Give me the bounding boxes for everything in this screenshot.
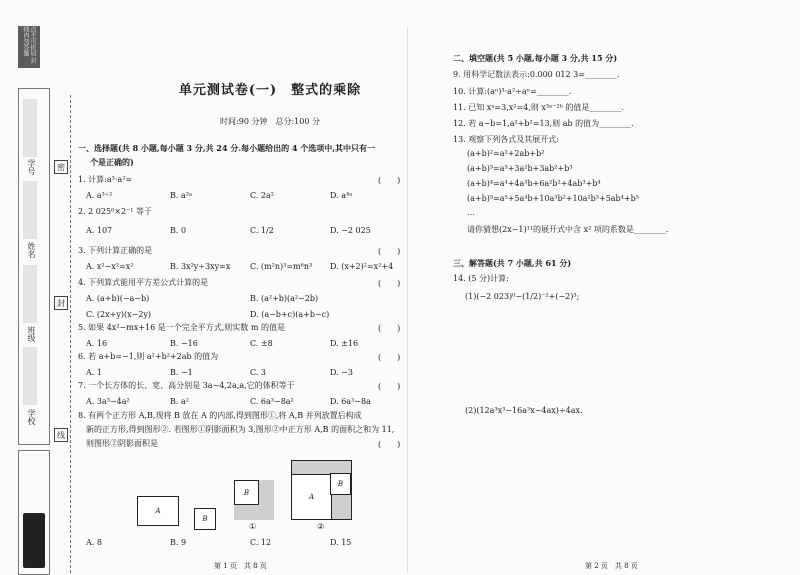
q4-option-b[interactable]: B. (a²+b)(a²−2b) bbox=[250, 294, 319, 303]
seal-mi: 密 bbox=[54, 160, 68, 174]
q14-part1: (1)(−2 023)⁰−(1/2)⁻²+(−2)³; bbox=[465, 292, 580, 301]
q13-expansion-2: (a+b)³=a³+3a²b+3ab²+b³ bbox=[467, 164, 573, 173]
q4-option-d[interactable]: D. (a−b+c)(a+b−c) bbox=[250, 310, 330, 319]
student-id-field[interactable] bbox=[23, 99, 37, 157]
q4-option-c[interactable]: C. (2x+y)(x−2y) bbox=[86, 310, 152, 319]
q6-option-b[interactable]: B. −1 bbox=[170, 368, 193, 377]
q1-option-b[interactable]: B. a²ᵃ bbox=[170, 191, 193, 200]
publisher-panel bbox=[18, 450, 50, 575]
figure-2-outer bbox=[291, 460, 352, 520]
name-field[interactable] bbox=[23, 181, 37, 239]
q3-stem: 3. 下列计算正确的是 bbox=[78, 246, 153, 255]
q13-ellipsis: … bbox=[467, 208, 475, 217]
q1-option-a[interactable]: A. a³⁺² bbox=[86, 191, 113, 200]
figure-2-square-a: A bbox=[291, 474, 332, 520]
q1-option-d[interactable]: D. a⁴ᵃ bbox=[330, 191, 353, 200]
q8-stem-line1: 8. 有两个正方形 A,B,现将 B 放在 A 的内部,得到图形①,将 A,B 并列放置后构成 bbox=[78, 411, 362, 420]
school-label: 学校 bbox=[27, 409, 36, 425]
q5-option-d[interactable]: D. ±16 bbox=[330, 339, 359, 348]
q4-stem: 4. 下列算式能用平方差公式计算的是 bbox=[78, 278, 209, 287]
q7-answer-paren[interactable]: ( ) bbox=[378, 382, 401, 391]
q8-option-c[interactable]: C. 12 bbox=[250, 538, 272, 547]
q13-question: 请你猜想(2x−1)¹¹的展开式中含 x² 项的系数是________. bbox=[467, 225, 669, 234]
q1-stem: 1. 计算:a³·a²= bbox=[78, 175, 133, 184]
q11: 11. 已知 xᵃ=3,x²=4,则 x³ᵃ⁻²ᵇ 的值是________. bbox=[453, 103, 624, 112]
figure-1-label: ① bbox=[249, 522, 257, 531]
q10: 10. 计算:(aⁿ)³·a²÷aⁿ=________. bbox=[453, 87, 572, 96]
binding-line bbox=[70, 95, 71, 573]
q13-expansion-4: (a+b)⁵=a⁵+5a⁴b+10a³b²+10a²b³+5ab⁴+b⁵ bbox=[467, 194, 639, 203]
section1-heading: 一、选择题(共 8 小题,每小题 3 分,共 24 分.每小题给出的 4 个选项中,其中只有一 bbox=[78, 143, 376, 153]
q3-option-b[interactable]: B. 3x²y÷3xy=x bbox=[170, 262, 231, 271]
q7-option-c[interactable]: C. 6a³−8a² bbox=[250, 397, 294, 406]
q8-option-b[interactable]: B. 9 bbox=[170, 538, 187, 547]
q8-stem-line3: 则图形②阴影面积是 bbox=[86, 439, 158, 448]
class-field[interactable] bbox=[23, 265, 37, 323]
q2-option-d[interactable]: D. −2 025 bbox=[330, 226, 371, 235]
student-info-panel bbox=[18, 88, 50, 445]
seal-xian: 线 bbox=[54, 428, 68, 442]
q3-answer-paren[interactable]: ( ) bbox=[378, 247, 401, 256]
section3-heading: 三、解答题(共 7 小题,共 61 分) bbox=[453, 258, 572, 268]
page1-footer: 第 1 页 共 8 页 bbox=[214, 562, 267, 570]
q8-stem-line2: 新的正方形,得到图形②. 若图形①阴影面积为 3,图形②中正方形 A,B 的面积之和为 11, bbox=[86, 425, 395, 434]
q13-expansion-3: (a+b)⁴=a⁴+4a³b+6a²b²+4ab³+b⁴ bbox=[467, 179, 601, 188]
q1-option-c[interactable]: C. 2a² bbox=[250, 191, 274, 200]
q8-answer-paren[interactable]: ( ) bbox=[378, 440, 401, 449]
q2-option-b[interactable]: B. 0 bbox=[170, 226, 187, 235]
q6-answer-paren[interactable]: ( ) bbox=[378, 353, 401, 362]
q13: 13. 观察下列各式及其展开式: bbox=[453, 135, 559, 144]
q5-option-c[interactable]: C. ±8 bbox=[250, 339, 273, 348]
q9: 9. 用科学记数法表示:0.000 012 3=________. bbox=[453, 70, 620, 79]
figure-2-square-b: B bbox=[330, 473, 351, 495]
section2-heading: 二、填空题(共 5 小题,每小题 3 分,共 15 分) bbox=[453, 53, 618, 63]
exam-meta: 时间:90 分钟 总分:100 分 bbox=[220, 117, 320, 126]
q14-stem: 14. (5 分)计算: bbox=[453, 274, 509, 283]
page-divider bbox=[407, 28, 408, 573]
school-field[interactable] bbox=[23, 347, 37, 405]
q6-option-a[interactable]: A. 1 bbox=[86, 368, 102, 377]
publisher-logo bbox=[23, 513, 45, 568]
q3-option-d[interactable]: D. (x+2)²=x²+4 bbox=[330, 262, 394, 271]
q6-option-d[interactable]: D. −3 bbox=[330, 368, 354, 377]
q7-option-a[interactable]: A. 3a³−4a² bbox=[86, 397, 130, 406]
q2-option-a[interactable]: A. 107 bbox=[86, 226, 113, 235]
q7-stem: 7. 一个长方体的长、宽、高分别是 3a−4,2a,a,它的体积等于 bbox=[78, 381, 295, 390]
figure-square-b: B bbox=[194, 508, 216, 530]
page-title: 单元测试卷(一) 整式的乘除 bbox=[178, 83, 362, 98]
q5-stem: 5. 如果 4x²−mx+16 是一个完全平方式,则实数 m 的值是 bbox=[78, 323, 285, 332]
q8-option-a[interactable]: A. 8 bbox=[86, 538, 102, 547]
q4-answer-paren[interactable]: ( ) bbox=[378, 279, 401, 288]
q4-option-a[interactable]: A. (a+b)(−a−b) bbox=[86, 294, 150, 303]
q14-part2: (2)(12a³x³−16a³x−4ax)÷4ax. bbox=[465, 406, 583, 415]
q5-option-b[interactable]: B. −16 bbox=[170, 339, 198, 348]
q3-option-a[interactable]: A. x²−x²=x² bbox=[86, 262, 134, 271]
name-label: 姓名 bbox=[27, 242, 36, 258]
q7-option-d[interactable]: D. 6a³−8a bbox=[330, 397, 371, 406]
student-id-label: 学号 bbox=[27, 159, 36, 175]
figure-1-outer bbox=[234, 480, 274, 520]
class-label: 班级 bbox=[27, 326, 36, 342]
binding-warning: 点不可折切 封线内勿答题 bbox=[18, 26, 40, 68]
q8-option-d[interactable]: D. 15 bbox=[330, 538, 352, 547]
q5-option-a[interactable]: A. 16 bbox=[86, 339, 108, 348]
seal-feng: 封 bbox=[54, 296, 68, 310]
figure-1-inner-b: B bbox=[234, 480, 259, 505]
page2-footer: 第 2 页 共 8 页 bbox=[585, 562, 638, 570]
q3-option-c[interactable]: C. (m²n)³=m⁶n³ bbox=[250, 262, 313, 271]
q7-option-b[interactable]: B. a² bbox=[170, 397, 189, 406]
q5-answer-paren[interactable]: ( ) bbox=[378, 324, 401, 333]
q13-expansion-1: (a+b)²=a²+2ab+b² bbox=[467, 149, 545, 158]
q1-answer-paren[interactable]: ( ) bbox=[378, 176, 401, 185]
figure-2-label: ② bbox=[317, 522, 325, 531]
q6-option-c[interactable]: C. 3 bbox=[250, 368, 267, 377]
figure-square-a: A bbox=[137, 496, 179, 526]
q2-stem: 2. 2 025⁰×2⁻¹ 等于 bbox=[78, 207, 153, 216]
q6-stem: 6. 若 a+b=−1,则 a²+b²+2ab 的值为 bbox=[78, 352, 219, 361]
section1-heading-cont: 个是正确的) bbox=[90, 157, 134, 167]
q2-option-c[interactable]: C. 1/2 bbox=[250, 226, 274, 235]
q12: 12. 若 a−b=1,a²+b²=13,则 ab 的值为________. bbox=[453, 119, 634, 128]
